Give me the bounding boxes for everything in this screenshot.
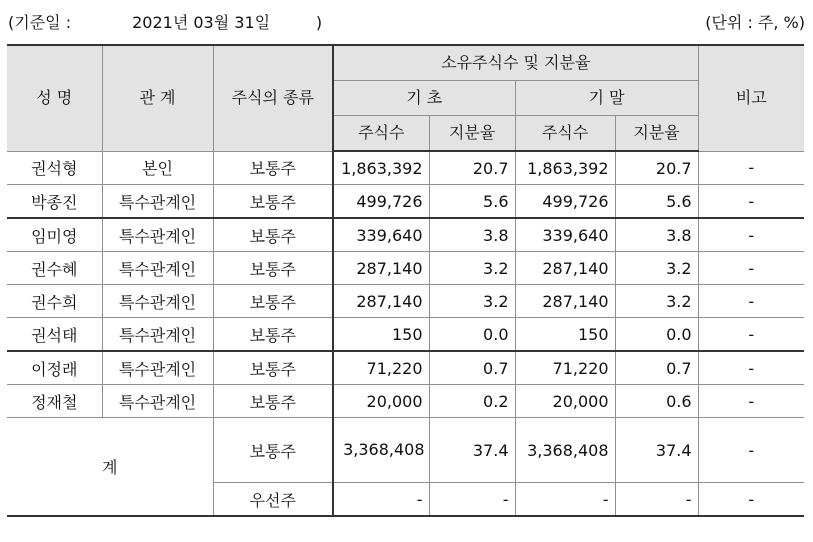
cell-end-shares: 20,000	[515, 385, 615, 418]
cell-type: 보통주	[213, 151, 333, 185]
cell-type: 보통주	[213, 185, 333, 219]
header-start-ratio: 지분율	[429, 116, 515, 152]
cell-end-shares: 150	[515, 318, 615, 352]
cell-end-ratio: 0.0	[615, 318, 698, 352]
table-row	[7, 385, 804, 418]
cell-end-shares: 71,220	[515, 351, 615, 385]
cell-end-shares: 287,140	[515, 285, 615, 318]
cell-start-ratio: 3.2	[429, 252, 515, 285]
cell-end-ratio: 3.2	[615, 252, 698, 285]
cell-note: -	[698, 483, 804, 517]
header-end-ratio: 지분율	[615, 116, 698, 152]
shareholding-table	[7, 44, 804, 517]
cell-relation: 특수관계인	[102, 185, 213, 219]
cell-relation: 본인	[102, 151, 213, 185]
cell-note: -	[698, 385, 804, 418]
table-row	[7, 285, 804, 318]
header-holdings-group: 소유주식수 및 지분율	[333, 45, 698, 81]
cell-start-ratio: 0.7	[429, 351, 515, 385]
header-end-shares: 주식수	[515, 116, 615, 152]
table-row	[7, 318, 804, 352]
reference-date: (기준일 : 2021년 03월 31일 )	[8, 13, 323, 32]
cell-type: 보통주	[213, 351, 333, 385]
cell-name: 박종진	[7, 185, 102, 219]
cell-end-ratio: 0.6	[615, 385, 698, 418]
cell-end-shares: 287,140	[515, 252, 615, 285]
table-row	[7, 218, 804, 252]
table-caption	[8, 10, 805, 34]
header-note: 비고	[698, 45, 804, 151]
cell-start-ratio: 0.0	[429, 318, 515, 352]
cell-end-ratio: 3.2	[615, 285, 698, 318]
cell-start-shares: 1,863,392	[333, 151, 429, 185]
cell-note: -	[698, 185, 804, 219]
cell-type: 우선주	[213, 483, 333, 517]
cell-end-shares: 3,368,408	[515, 418, 615, 483]
cell-end-shares: 339,640	[515, 218, 615, 252]
header-relation: 관 계	[102, 45, 213, 151]
cell-type: 보통주	[213, 218, 333, 252]
cell-name: 권석형	[7, 151, 102, 185]
cell-start-ratio: 20.7	[429, 151, 515, 185]
unit-label: (단위 : 주, %)	[705, 13, 805, 32]
cell-start-ratio: 3.2	[429, 285, 515, 318]
cell-end-shares: 499,726	[515, 185, 615, 219]
cell-start-ratio: 37.4	[429, 418, 515, 483]
cell-start-ratio: 5.6	[429, 185, 515, 219]
cell-start-ratio: -	[429, 483, 515, 517]
cell-type: 보통주	[213, 385, 333, 418]
cell-end-ratio: 5.6	[615, 185, 698, 219]
cell-start-shares: 499,726	[333, 185, 429, 219]
cell-relation: 특수관계인	[102, 385, 213, 418]
cell-type: 보통주	[213, 252, 333, 285]
cell-name: 권수혜	[7, 252, 102, 285]
header-stock-type: 주식의 종류	[213, 45, 333, 151]
cell-note: -	[698, 218, 804, 252]
table-row	[7, 351, 804, 385]
cell-start-shares: 3,368,408	[333, 418, 429, 483]
cell-name: 이정래	[7, 351, 102, 385]
cell-start-shares: 20,000	[333, 385, 429, 418]
table-row	[7, 185, 804, 219]
cell-end-shares: -	[515, 483, 615, 517]
cell-name: 권수희	[7, 285, 102, 318]
cell-relation: 특수관계인	[102, 218, 213, 252]
cell-relation: 특수관계인	[102, 285, 213, 318]
cell-end-ratio: -	[615, 483, 698, 517]
header-period-start: 기 초	[333, 81, 515, 116]
cell-end-ratio: 20.7	[615, 151, 698, 185]
cell-start-shares: 287,140	[333, 285, 429, 318]
table-row	[7, 252, 804, 285]
cell-type: 보통주	[213, 418, 333, 483]
cell-note: -	[698, 252, 804, 285]
cell-end-shares: 1,863,392	[515, 151, 615, 185]
cell-name: 정재철	[7, 385, 102, 418]
cell-end-ratio: 0.7	[615, 351, 698, 385]
cell-start-shares: 71,220	[333, 351, 429, 385]
total-label: 계	[7, 418, 213, 517]
cell-relation: 특수관계인	[102, 351, 213, 385]
total-row-common	[7, 418, 804, 483]
cell-start-ratio: 3.8	[429, 218, 515, 252]
cell-note: -	[698, 318, 804, 352]
cell-end-ratio: 37.4	[615, 418, 698, 483]
cell-note: -	[698, 151, 804, 185]
cell-start-shares: -	[333, 483, 429, 517]
cell-type: 보통주	[213, 318, 333, 352]
cell-note: -	[698, 285, 804, 318]
table-row	[7, 151, 804, 185]
cell-start-shares: 287,140	[333, 252, 429, 285]
header-period-end: 기 말	[515, 81, 698, 116]
cell-note: -	[698, 351, 804, 385]
header-start-shares: 주식수	[333, 116, 429, 152]
cell-type: 보통주	[213, 285, 333, 318]
cell-relation: 특수관계인	[102, 252, 213, 285]
header-name: 성 명	[7, 45, 102, 151]
cell-name: 권석태	[7, 318, 102, 352]
cell-end-ratio: 3.8	[615, 218, 698, 252]
cell-start-shares: 150	[333, 318, 429, 352]
cell-name: 임미영	[7, 218, 102, 252]
cell-start-ratio: 0.2	[429, 385, 515, 418]
cell-note: -	[698, 418, 804, 483]
cell-start-shares: 339,640	[333, 218, 429, 252]
cell-relation: 특수관계인	[102, 318, 213, 352]
